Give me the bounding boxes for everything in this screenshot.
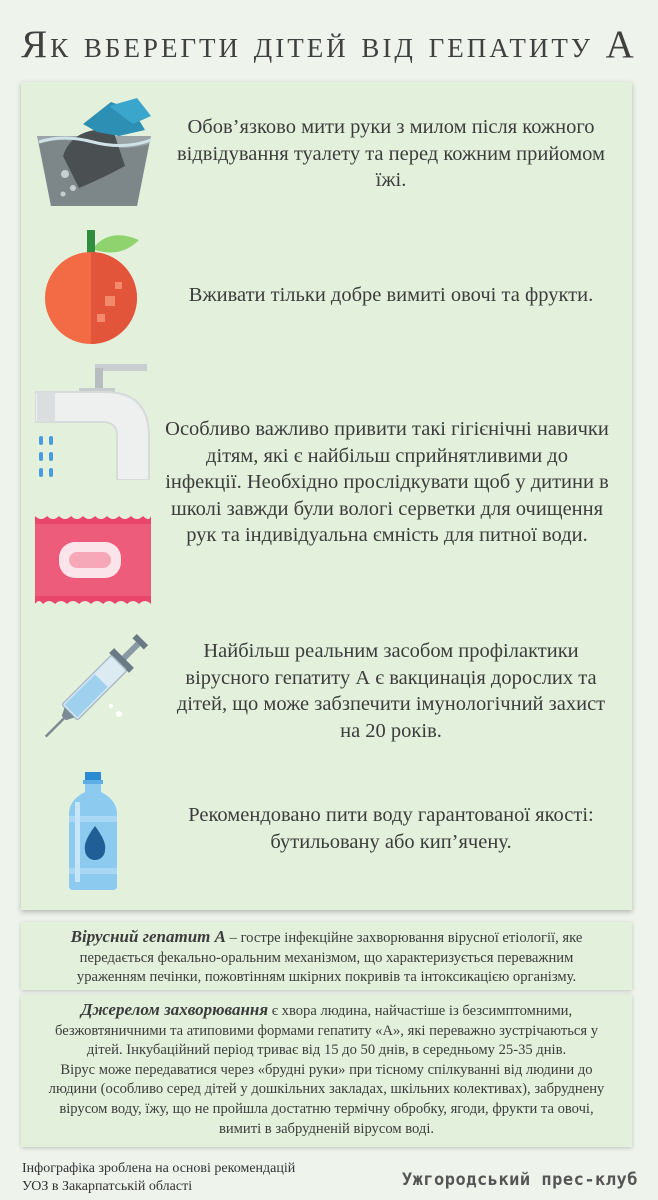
tip-safe-water-text: Рекомендовано пити воду гарантованої якості: бутильовану або кип’ячену. xyxy=(188,804,594,853)
hepatitis-definition-box xyxy=(21,922,632,990)
tip-wash-fruits-text: Вживати тільки добре вимиті овочі та фрукти. xyxy=(188,284,594,306)
source-line: вимиті в забрудненій вірусом воді. xyxy=(218,1120,435,1137)
tips-card xyxy=(21,82,632,910)
footer-publisher: Ужгородський прес-клуб xyxy=(401,1170,638,1190)
source-line: Вірус може передаватися через «брудні руки» при тісному спілкуванні від людини до xyxy=(60,1061,593,1078)
hepatitis-definition-lead: Вірусний гепатит А xyxy=(70,927,226,946)
definition-line: – гостре інфекційне захворювання вірусної етіології, яке xyxy=(225,930,583,946)
definition-line: передається фекально-оральним механізмом, що характеризується переважним xyxy=(79,949,574,966)
tip-hand-washing-text: Обов’язково мити руки з милом після кожного відвідування туалету та перед кожним прийомом їжі. xyxy=(176,116,606,191)
tip-hygiene-habits-text: Особливо важливо привити такі гігієнічні навички дітям, які є найбільш сприйнятливими до інфекції. Необхідно прослідкувати щоб у дитини в школі завжди були вологі серветки для очищення рук та індивідуальна ємність для питної води. xyxy=(165,418,609,546)
syringe-icon xyxy=(37,628,153,746)
wet-wipes-icon xyxy=(33,512,151,608)
source-line: вірусом воду, їжу, що не пройшла достатню термічну обробку, ягоди, фрукти та овочі, xyxy=(59,1100,594,1117)
orange-fruit-icon xyxy=(43,228,143,348)
infection-source-box xyxy=(21,995,632,1147)
page-title: Як вберегти дітей від гепатиту А xyxy=(21,23,637,66)
footer-source-note: Інфографіка зроблена на основі рекомендацій УОЗ в Закарпатській області xyxy=(22,1161,296,1194)
source-line: людини (особливо серед дітей у дошкільних закладах, шкільних колективах), забруднену xyxy=(48,1081,605,1098)
source-line: безжовтяничними та атиповими формами гепатиту «А», які переважно зустрічаються у xyxy=(54,1022,599,1039)
tip-vaccination-text: Найбільш реальним засобом профілактики вірусного гепатиту А є вакцинація дорослих та дітей, що може забзпечити імунологічний захист на 20 років. xyxy=(176,640,606,742)
source-line: дітей. Інкубаційний період триває від 15 до 50 днів, в середньому 25-35 днів. xyxy=(86,1042,567,1059)
source-line: є хвора людина, найчастіше із безсимптомними, xyxy=(268,1003,573,1019)
washing-hands-icon xyxy=(33,96,155,210)
infection-source-lead: Джерелом захворювання xyxy=(80,1000,269,1019)
definition-line: ураженням печінки, пожовтінням шкірних покривів та інтоксикацією організму. xyxy=(76,969,577,986)
water-bottle-icon xyxy=(65,772,121,890)
water-tap-icon xyxy=(35,362,151,480)
